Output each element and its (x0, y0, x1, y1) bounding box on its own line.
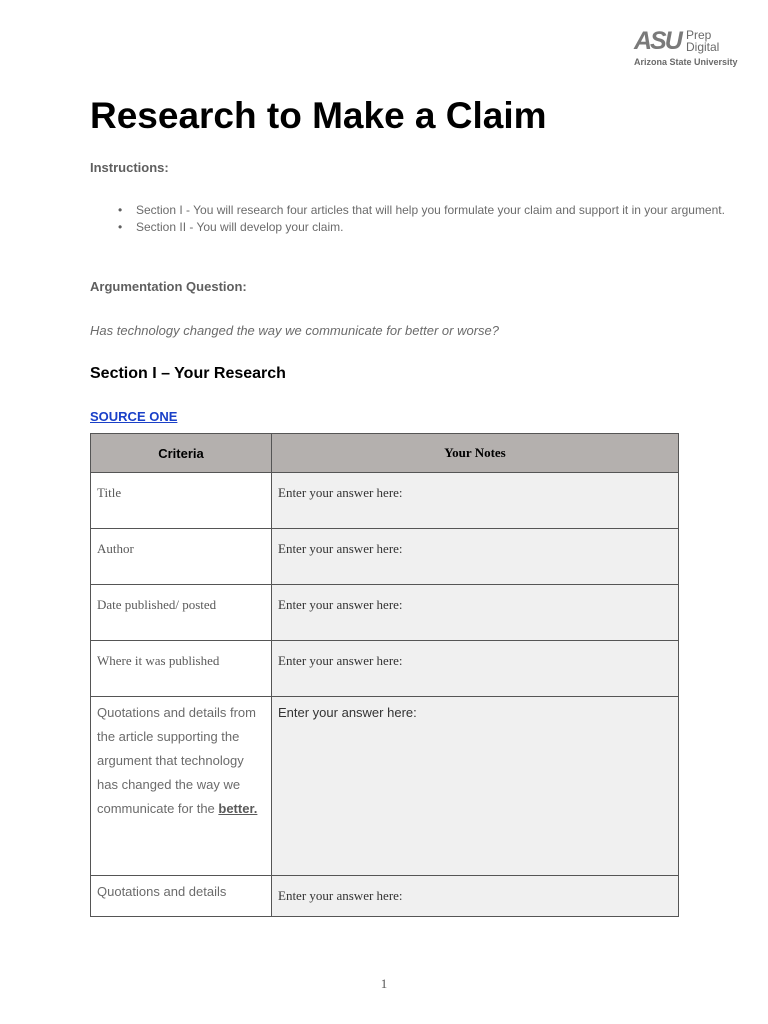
asu-logo-mark: ASU (634, 27, 681, 55)
table-row (91, 697, 679, 876)
instructions-list (90, 202, 726, 236)
answer-field[interactable]: Enter your answer here: (272, 473, 679, 529)
criteria-header: Criteria (91, 434, 272, 473)
criteria-cell: Title (91, 473, 272, 529)
asu-prep-digital-logo (634, 27, 744, 69)
argumentation-question: Has technology changed the way we communicate for better or worse? (90, 323, 499, 338)
answer-field[interactable]: Enter your answer here: (272, 697, 679, 876)
table-row (91, 876, 679, 917)
criteria-text: Quotations and details from the article supporting the argument that technology has changed the way we communicate for the (97, 705, 256, 816)
criteria-cell: Quotations and details (91, 876, 272, 917)
table-row (91, 529, 679, 585)
table-header-row (91, 434, 679, 473)
criteria-cell (91, 697, 272, 876)
section-heading: Section I – Your Research (90, 365, 286, 382)
answer-field[interactable]: Enter your answer here: (272, 876, 679, 917)
answer-field[interactable]: Enter your answer here: (272, 529, 679, 585)
answer-field[interactable]: Enter your answer here: (272, 641, 679, 697)
page-number: 1 (380, 976, 388, 991)
instructions-label: Instructions: (90, 160, 169, 175)
criteria-emphasis: better. (218, 801, 258, 816)
table-row (91, 585, 679, 641)
logo-prep-text: Prep (686, 28, 712, 42)
criteria-cell: Where it was published (91, 641, 272, 697)
table-row (91, 641, 679, 697)
research-table (90, 433, 679, 917)
notes-header: Your Notes (272, 434, 679, 473)
page-title: Research to Make a Claim (90, 95, 547, 136)
source-one-link[interactable]: SOURCE ONE (90, 409, 178, 424)
instruction-item: • Section II - You will develop your claim. (136, 219, 726, 236)
criteria-cell: Author (91, 529, 272, 585)
criteria-cell: Date published/ posted (91, 585, 272, 641)
instruction-item: • Section I - You will research four articles that will help you formulate your claim and support it in your argument. (136, 202, 726, 219)
logo-university-text: Arizona State University (634, 57, 738, 67)
table-row (91, 473, 679, 529)
argumentation-label: Argumentation Question: (90, 279, 247, 294)
logo-digital-text: Digital (686, 40, 720, 54)
answer-field[interactable]: Enter your answer here: (272, 585, 679, 641)
